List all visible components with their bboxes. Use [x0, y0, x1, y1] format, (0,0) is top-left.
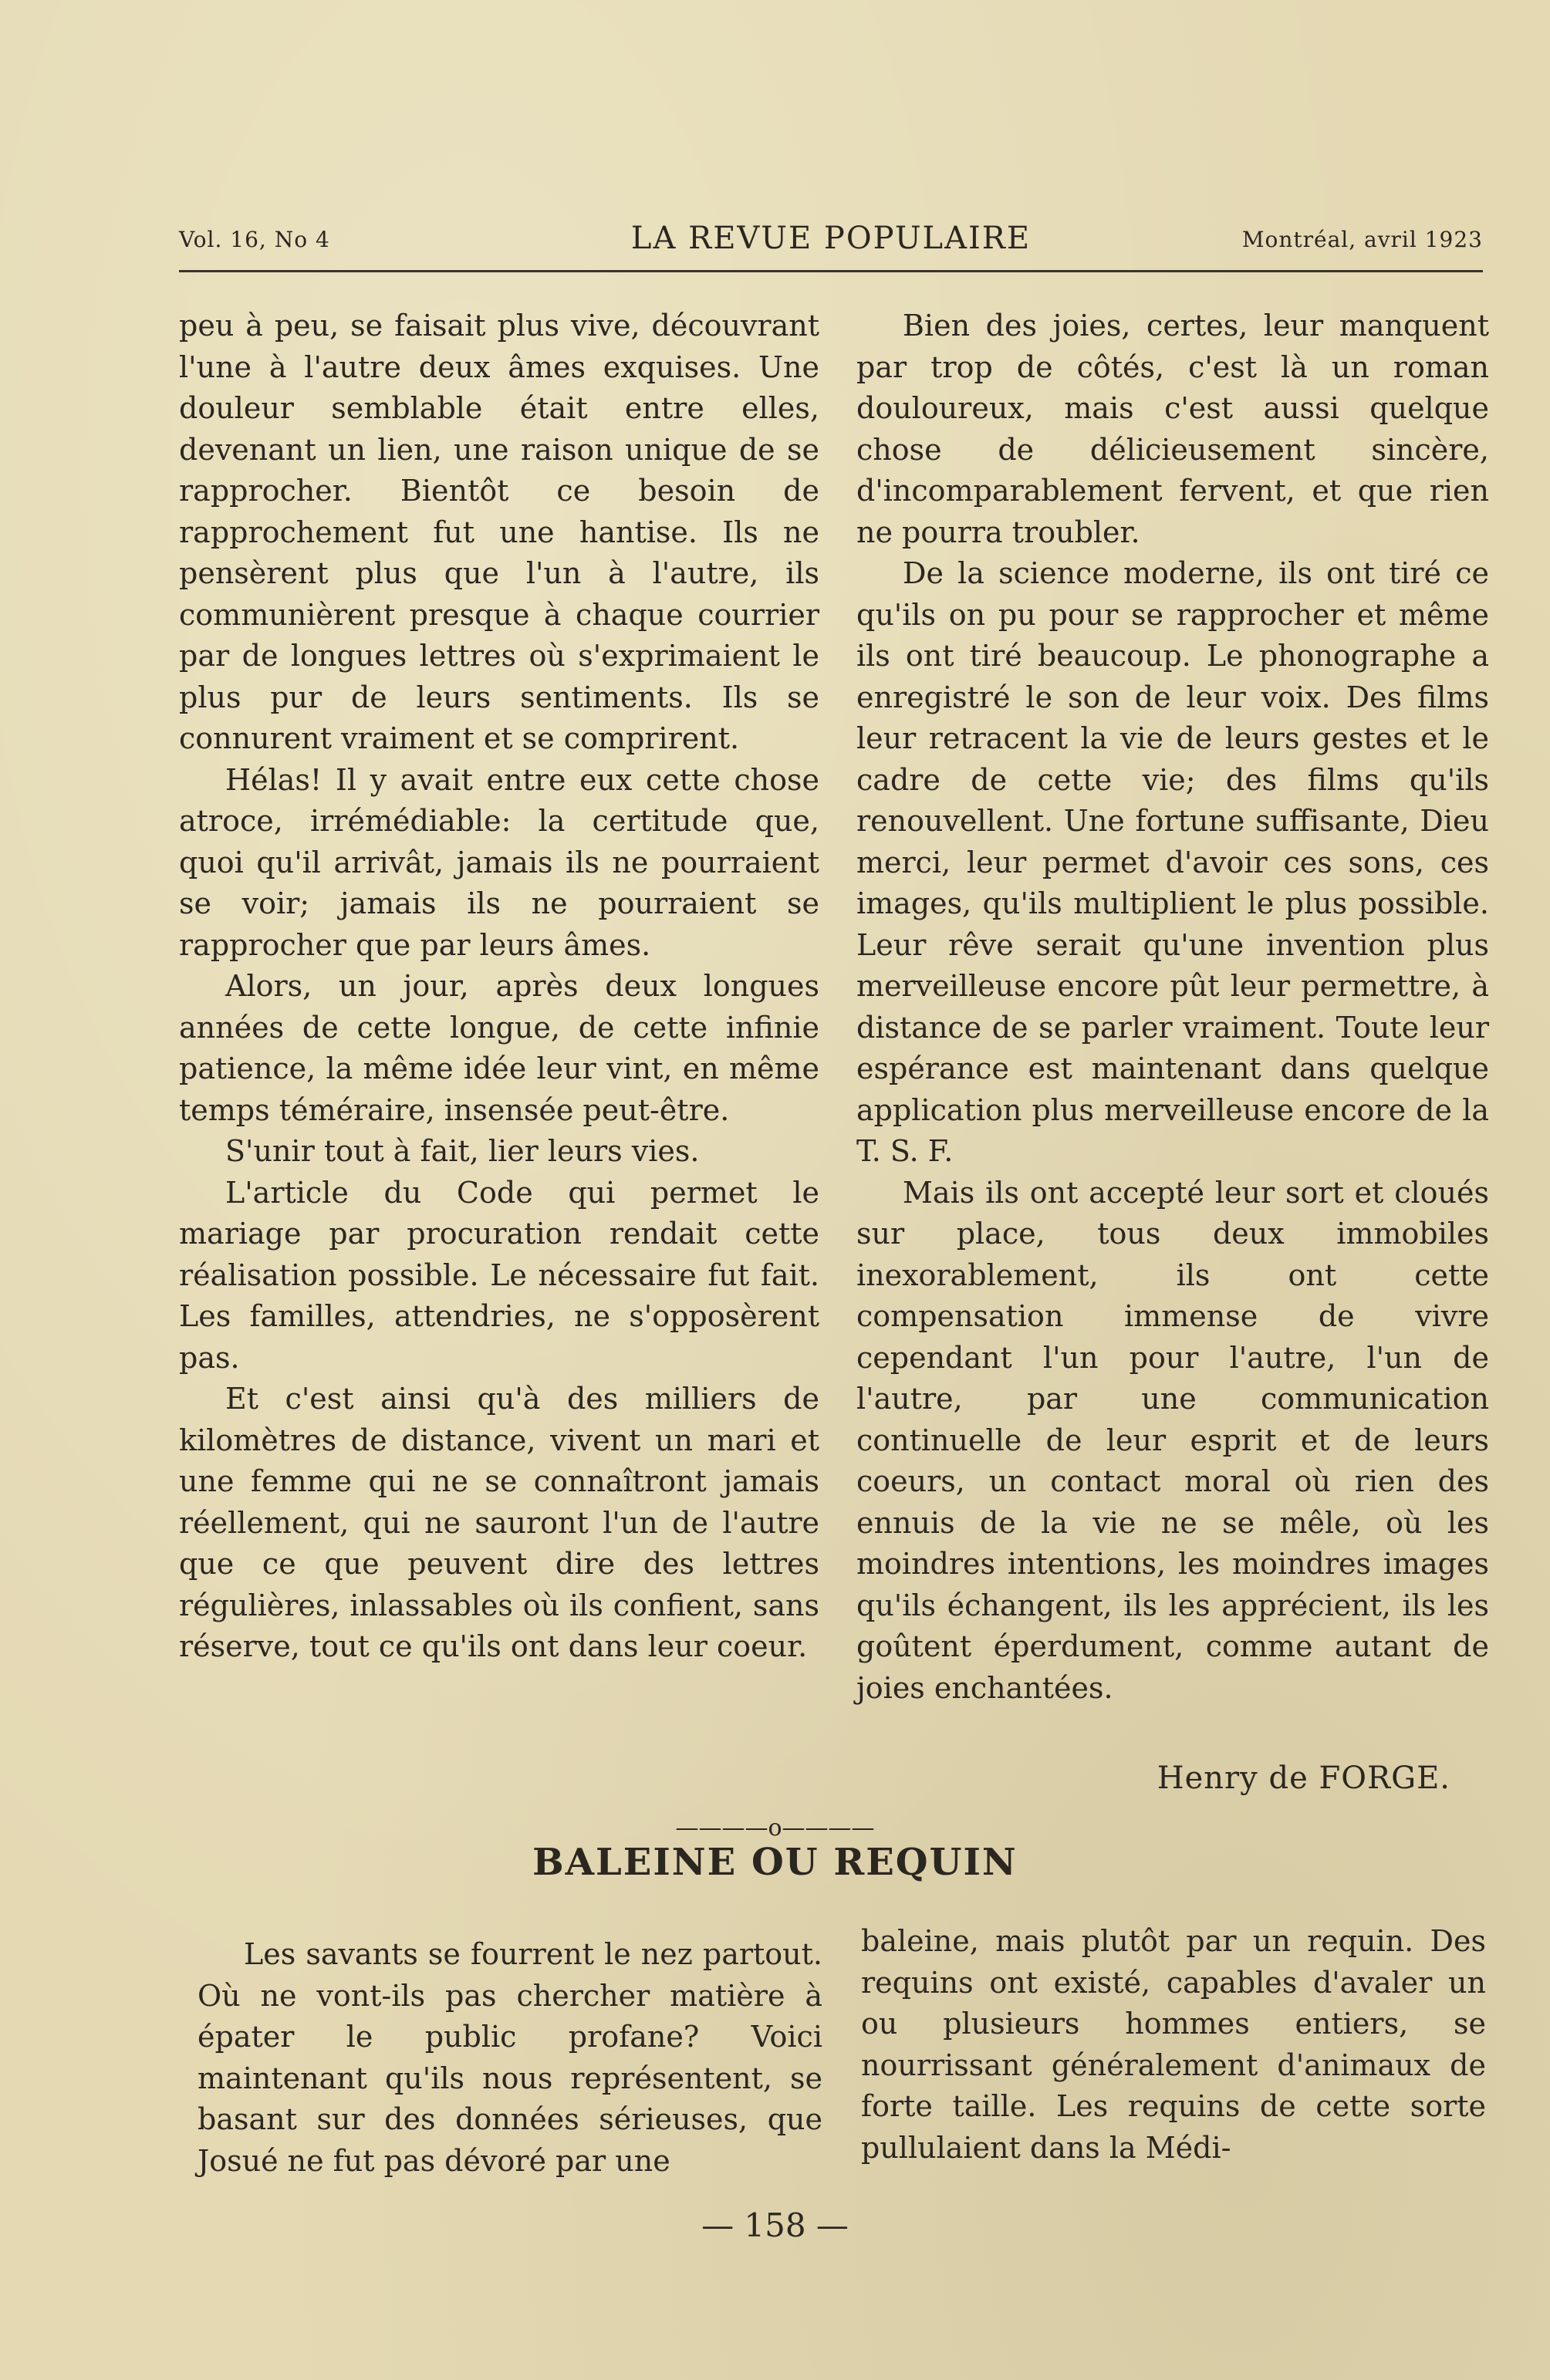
header-rule	[179, 270, 1483, 272]
volume-number: Vol. 16, No 4	[179, 227, 330, 252]
paragraph: peu à peu, se faisait plus vive, découvrant l'une à l'autre deux âmes exquises. Une douleur semblable était entre elles, devenant un lien, une raison unique de se rapprocher. Bientôt ce besoin de rapprochement fut une hantise. Ils ne pensèrent plus que l'un à l'autre, ils communièrent presque à chaque courrier par de longues lettres où s'exprimaient le plus pur de leurs sentiments. Ils se connurent vraiment et se comprirent.	[179, 309, 819, 755]
article-title: BALEINE OU REQUIN	[532, 1841, 1018, 1884]
paragraph: baleine, mais plutôt par un requin. Des requins ont existé, capables d'avaler un ou plusieurs hommes entiers, se nourrissant généralement d'animaux de forte taille. Les requins de cette sorte pullulaient dans la Médi-	[861, 1924, 1486, 2165]
section-divider: ————o————	[675, 1815, 875, 1842]
page-header	[179, 221, 1483, 259]
paragraph: Alors, un jour, après deux longues années de cette longue, de cette infinie patience, la même idée leur vint, en même temps téméraire, insensée peut-être.	[179, 969, 819, 1127]
issue-date: Montréal, avril 1923	[1241, 227, 1483, 252]
paragraph: Mais ils ont accepté leur sort et cloués sur place, tous deux immobiles inexorablement, ils ont cette compensation immense de vivre cependant l'un pour l'autre, l'un de l'autre, par une communication continuelle de leur esprit et de leurs coeurs, un contact moral où rien des ennuis de la vie ne se mêle, où les moindres intentions, les moindres images qu'ils échangent, ils les apprécient, ils les goûtent éperdument, comme autant de joies enchantées.	[856, 1175, 1489, 1705]
article2-right-column	[861, 1921, 1486, 2169]
author-signature: Henry de FORGE.	[1157, 1761, 1450, 1796]
paragraph: Bien des joies, certes, leur manquent par trop de côtés, c'est là un roman douloureux, mais c'est aussi quelque chose de délicieusement sincère, d'incomparablement fervent, et que rien ne pourra troubler.	[856, 309, 1489, 549]
article-right-column	[856, 306, 1489, 1709]
paragraph: S'unir tout à fait, lier leurs vies.	[225, 1134, 700, 1168]
article2-left-column	[198, 1934, 822, 2182]
paragraph: Hélas! Il y avait entre eux cette chose atroce, irrémédiable: la certitude que, quoi qu'il arrivât, jamais ils ne pourraient se voir; jamais ils ne pourraient se rapprocher que par leurs âmes.	[179, 762, 819, 962]
paragraph: L'article du Code qui permet le mariage par procuration rendait cette réalisation possible. Le nécessaire fut fait. Les familles, attendries, ne s'opposèrent pas.	[179, 1175, 819, 1375]
paragraph: De la science moderne, ils ont tiré ce qu'ils on pu pour se rapprocher et même ils ont tiré beaucoup. Le phonographe a enregistré le son de leur voix. Des films leur retracent la vie de leurs gestes et le cadre de cette vie; des films qu'ils renouvellent. Une fortune suffisante, Dieu merci, leur permet d'avoir ces sons, ces images, qu'ils multiplient le plus possible. Leur rêve serait qu'une invention plus merveilleuse encore pût leur permettre, à distance de se parler vraiment. Toute leur espérance est maintenant dans quelque application plus merveilleuse encore de la T. S. F.	[856, 556, 1489, 1168]
paragraph: Les savants se fourrent le nez partout. Où ne vont-ils pas chercher matière à épater le public profane? Voici maintenant qu'ils nous représentent, se basant sur des données sérieuses, que Josué ne fut pas dévoré par une	[198, 1937, 822, 2178]
publication-title: LA REVUE POPULAIRE	[630, 221, 1032, 256]
page-number: — 158 —	[701, 2206, 849, 2244]
paragraph: Et c'est ainsi qu'à des milliers de kilomètres de distance, vivent un mari et une femme qui ne se connaîtront jamais réellement, qui ne sauront l'un de l'autre que ce que peuvent dire des lettres régulières, inlassables où ils confient, sans réserve, tout ce qu'ils ont dans leur coeur.	[179, 1382, 819, 1663]
article-left-column	[179, 306, 819, 1668]
